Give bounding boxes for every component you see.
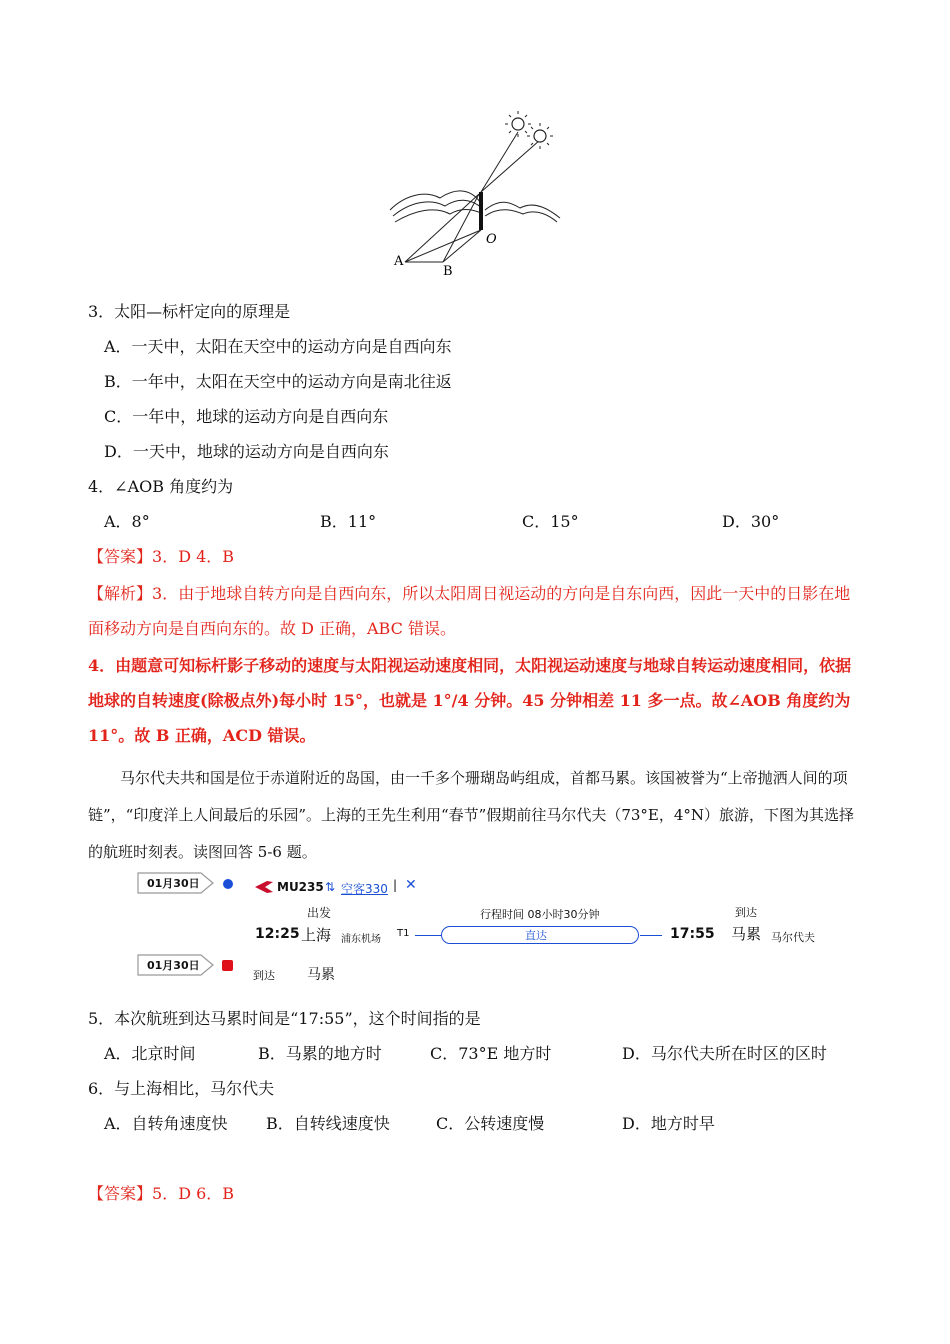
date-tag-arrive [137, 954, 209, 976]
arrive-time: 17:55 [670, 926, 715, 942]
q4-option-b: B．11° [320, 512, 377, 531]
analysis-label: 【解析】 [88, 584, 153, 603]
q6-option-b: B．自转线速度快 [266, 1114, 390, 1133]
q6-option-d: D．地方时早 [622, 1114, 715, 1133]
flight-number: MU235 [277, 880, 324, 894]
q3-option-d: D．一天中，地球的运动方向是自西向东 [104, 442, 389, 461]
sun-icon [527, 123, 553, 149]
answer2-label: 【答案】 [88, 1184, 153, 1203]
analysis-3 [88, 576, 863, 646]
aircraft-link[interactable]: 空客330 [341, 882, 388, 896]
q4-stem: 4．∠AOB 角度约为 [88, 477, 234, 496]
share-icon: ⇅ [325, 880, 336, 894]
arrive-country: 马尔代夫 [771, 931, 815, 944]
duration: 行程时间 08小时30分钟 [480, 908, 600, 921]
analysis-3-text: 3．由于地球自转方向是自西向东，所以太阳周日视运动的方向是自东向西，因此一天中的日影在地面移动方向是自西向东的。故 D 正确，ABC 错误。 [88, 584, 851, 638]
arrive-city: 马累 [731, 925, 762, 943]
arrive-date: 01月30日 [147, 959, 200, 972]
answer-5-6 [88, 1184, 234, 1204]
answer-label: 【答案】 [88, 547, 153, 566]
answer-text: 3．D 4．B [152, 547, 235, 566]
separator: | [393, 878, 398, 892]
meal-icon: ✕ [405, 877, 417, 893]
arrive-label-bottom: 到达 [253, 969, 275, 982]
route-line-right [640, 935, 662, 936]
arrive-label-top: 到达 [735, 906, 757, 919]
q3-option-a: A．一天中，太阳在天空中的运动方向是自西向东 [104, 337, 452, 356]
sun-pole-svg [385, 110, 565, 280]
date-tag-depart [137, 872, 209, 894]
arrive-square [222, 960, 233, 971]
q6-option-c: C．公转速度慢 [436, 1114, 545, 1133]
depart-label: 出发 [307, 906, 332, 920]
q6-option-a: A．自转角速度快 [104, 1114, 228, 1133]
q5-option-c: C．73°E 地方时 [430, 1044, 552, 1063]
q4-option-a: A．8° [104, 512, 150, 531]
q3-option-b: B．一年中，太阳在天空中的运动方向是南北往返 [104, 372, 452, 391]
q6-stem: 6．与上海相比，马尔代夫 [88, 1079, 275, 1098]
q5-option-b: B．马累的地方时 [258, 1044, 382, 1063]
depart-airport: 浦东机场 [341, 934, 381, 945]
airline-logo-icon [255, 880, 275, 894]
answer2-text: 5．D 6．B [152, 1184, 235, 1203]
answer-3-4 [88, 547, 234, 567]
depart-dot [223, 879, 233, 889]
q4-option-d: D．30° [722, 512, 780, 531]
sun-icon [505, 111, 531, 137]
depart-city: 上海 [301, 926, 332, 944]
terminal: T1 [397, 928, 410, 939]
depart-date: 01月30日 [147, 877, 200, 890]
sun-pole-diagram [385, 110, 565, 280]
arrive-city-bottom: 马累 [307, 967, 335, 983]
q5-stem: 5．本次航班到达马累时间是“17:55”，这个时间指的是 [88, 1009, 481, 1028]
q3-stem: 3．太阳—标杆定向的原理是 [88, 302, 291, 321]
analysis-4: 4．由题意可知标杆影子移动的速度与太阳视运动速度相同，太阳视运动速度与地球自转运动速度相同，依据地球的自转速度(除极点外)每小时 15°，也就是 1°/4 分钟。45 分钟相差 11 多一点。故∠AOB 角度约为 11°。故 B 正确，ACD 错误。 [88, 656, 852, 745]
direct-label: 直达 [525, 929, 547, 942]
q5-option-a: A．北京时间 [104, 1044, 196, 1063]
q5-option-d: D．马尔代夫所在时区的区时 [622, 1044, 827, 1063]
label-o: O [486, 232, 497, 247]
q3-option-c: C．一年中，地球的运动方向是自西向东 [104, 407, 389, 426]
flight-timetable [135, 868, 835, 986]
depart-time: 12:25 [255, 926, 300, 942]
label-b: B [443, 264, 453, 279]
label-a: A [394, 254, 404, 269]
route-line-left [415, 935, 441, 936]
maldives-intro: 马尔代夫共和国是位于赤道附近的岛国，由一千多个珊瑚岛屿组成，首都马累。该国被誉为“上帝抛洒人间的项链”，“印度洋上人间最后的乐园”。上海的王先生利用“春节”假期前往马尔代夫（73°E，4°N）旅游，下图为其选择的航班时刻表。读图回答 5-6 题。 [88, 769, 855, 861]
q4-option-c: C．15° [522, 512, 579, 531]
